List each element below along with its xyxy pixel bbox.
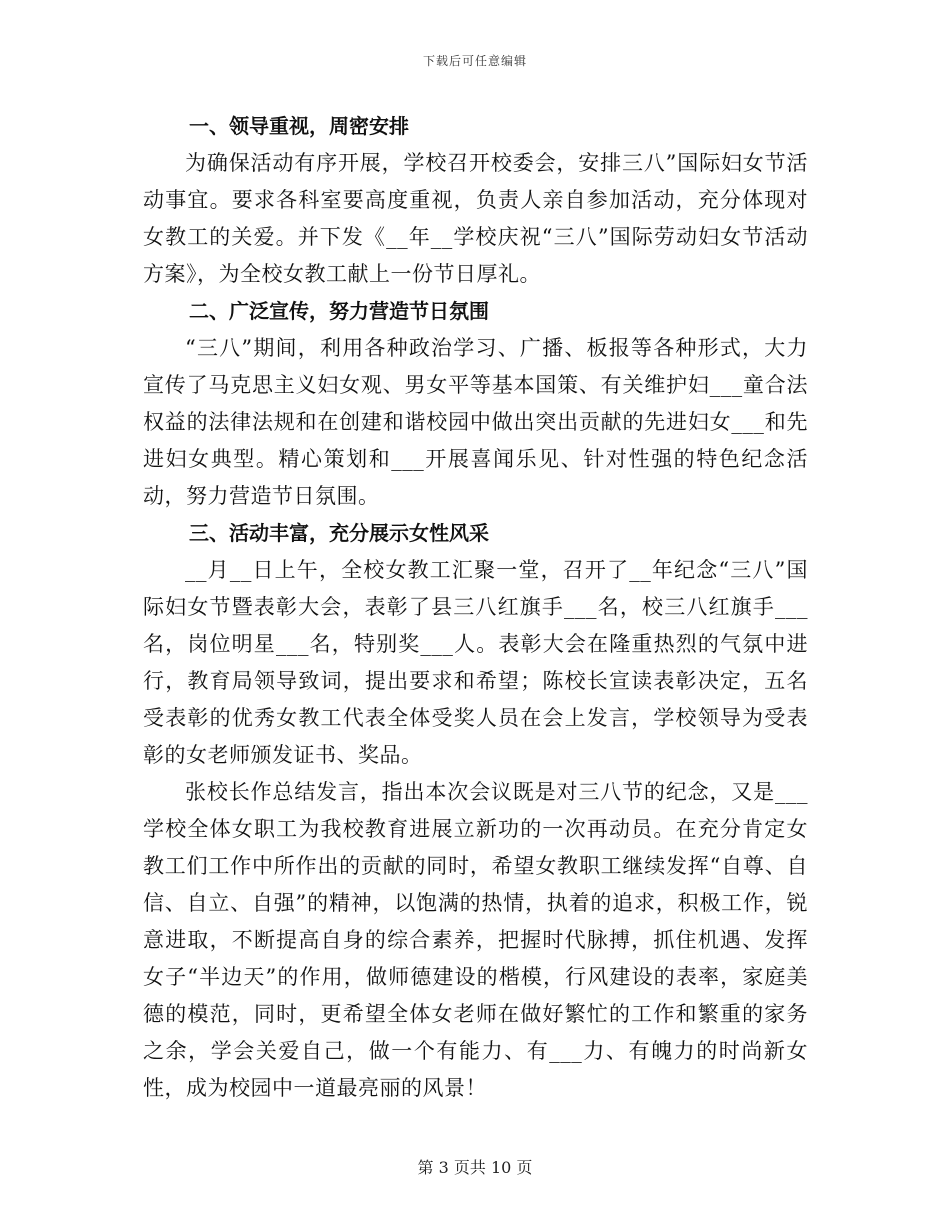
section-heading: 三、活动丰富，充分展示女性风采 [189,521,489,545]
body-paragraph: 张校长作总结发言，指出本次会议既是对三八节的纪念，又是___学校全体女职工为我校教育进展立新功的一次再动员。在充分肯定女教工们工作中所作出的贡献的同时，希望女教职工继续发挥“自尊、自信、自立、自强”的精神，以饱满的热情，执着的追求，积极工作，锐意进取，不断提高自身的综合素养，把握时代脉搏，抓住机遇、发挥女子“半边天”的作用，做师德建设的楷模，行风建设的表率，家庭美德的模范，同时，更希望全体女老师在做好繁忙的工作和繁重的家务之余，学会关爱自己，做一个有能力、有___力、有魄力的时尚新女性，成为校园中一道最亮丽的风景！ [143,780,808,1100]
document-body [143,108,808,1107]
page-number: 第 3 页共 10 页 [417,1158,533,1177]
section-heading: 一、领导重视，周密安排 [189,114,409,138]
section-heading: 二、广泛宣传，努力营造节日氛围 [189,299,489,323]
page-header: 下载后可任意编辑 [422,54,527,68]
body-paragraph: __月__日上午，全校女教工汇聚一堂，召开了__年纪念“三八”国际妇女节暨表彰大会，表彰了县三八红旗手___名，校三八红旗手___名，岗位明星___名，特别奖___人。表彰大会在隆重热烈的气氛中进行，教育局领导致词，提出要求和希望；陈校长宣读表彰决定，五名受表彰的优秀女教工代表全体受奖人员在会上发言，学校领导为受表彰的女老师颁发证书、奖品。 [143,558,808,767]
body-paragraph: “三八”期间，利用各种政治学习、广播、板报等各种形式，大力宣传了马克思主义妇女观、男女平等基本国策、有关维护妇___童合法权益的法律法规和在创建和谐校园中做出突出贡献的先进妇女___和先进妇女典型。精心策划和___开展喜闻乐见、针对性强的特色纪念活动，努力营造节日氛围。 [143,336,808,508]
body-paragraph: 为确保活动有序开展，学校召开校委会，安排三八”国际妇女节活动事宜。要求各科室要高度重视，负责人亲自参加活动，充分体现对女教工的关爱。并下发《__年__学校庆祝“三八”国际劳动妇女节活动方案》，为全校女教工献上一份节日厚礼。 [143,151,808,286]
